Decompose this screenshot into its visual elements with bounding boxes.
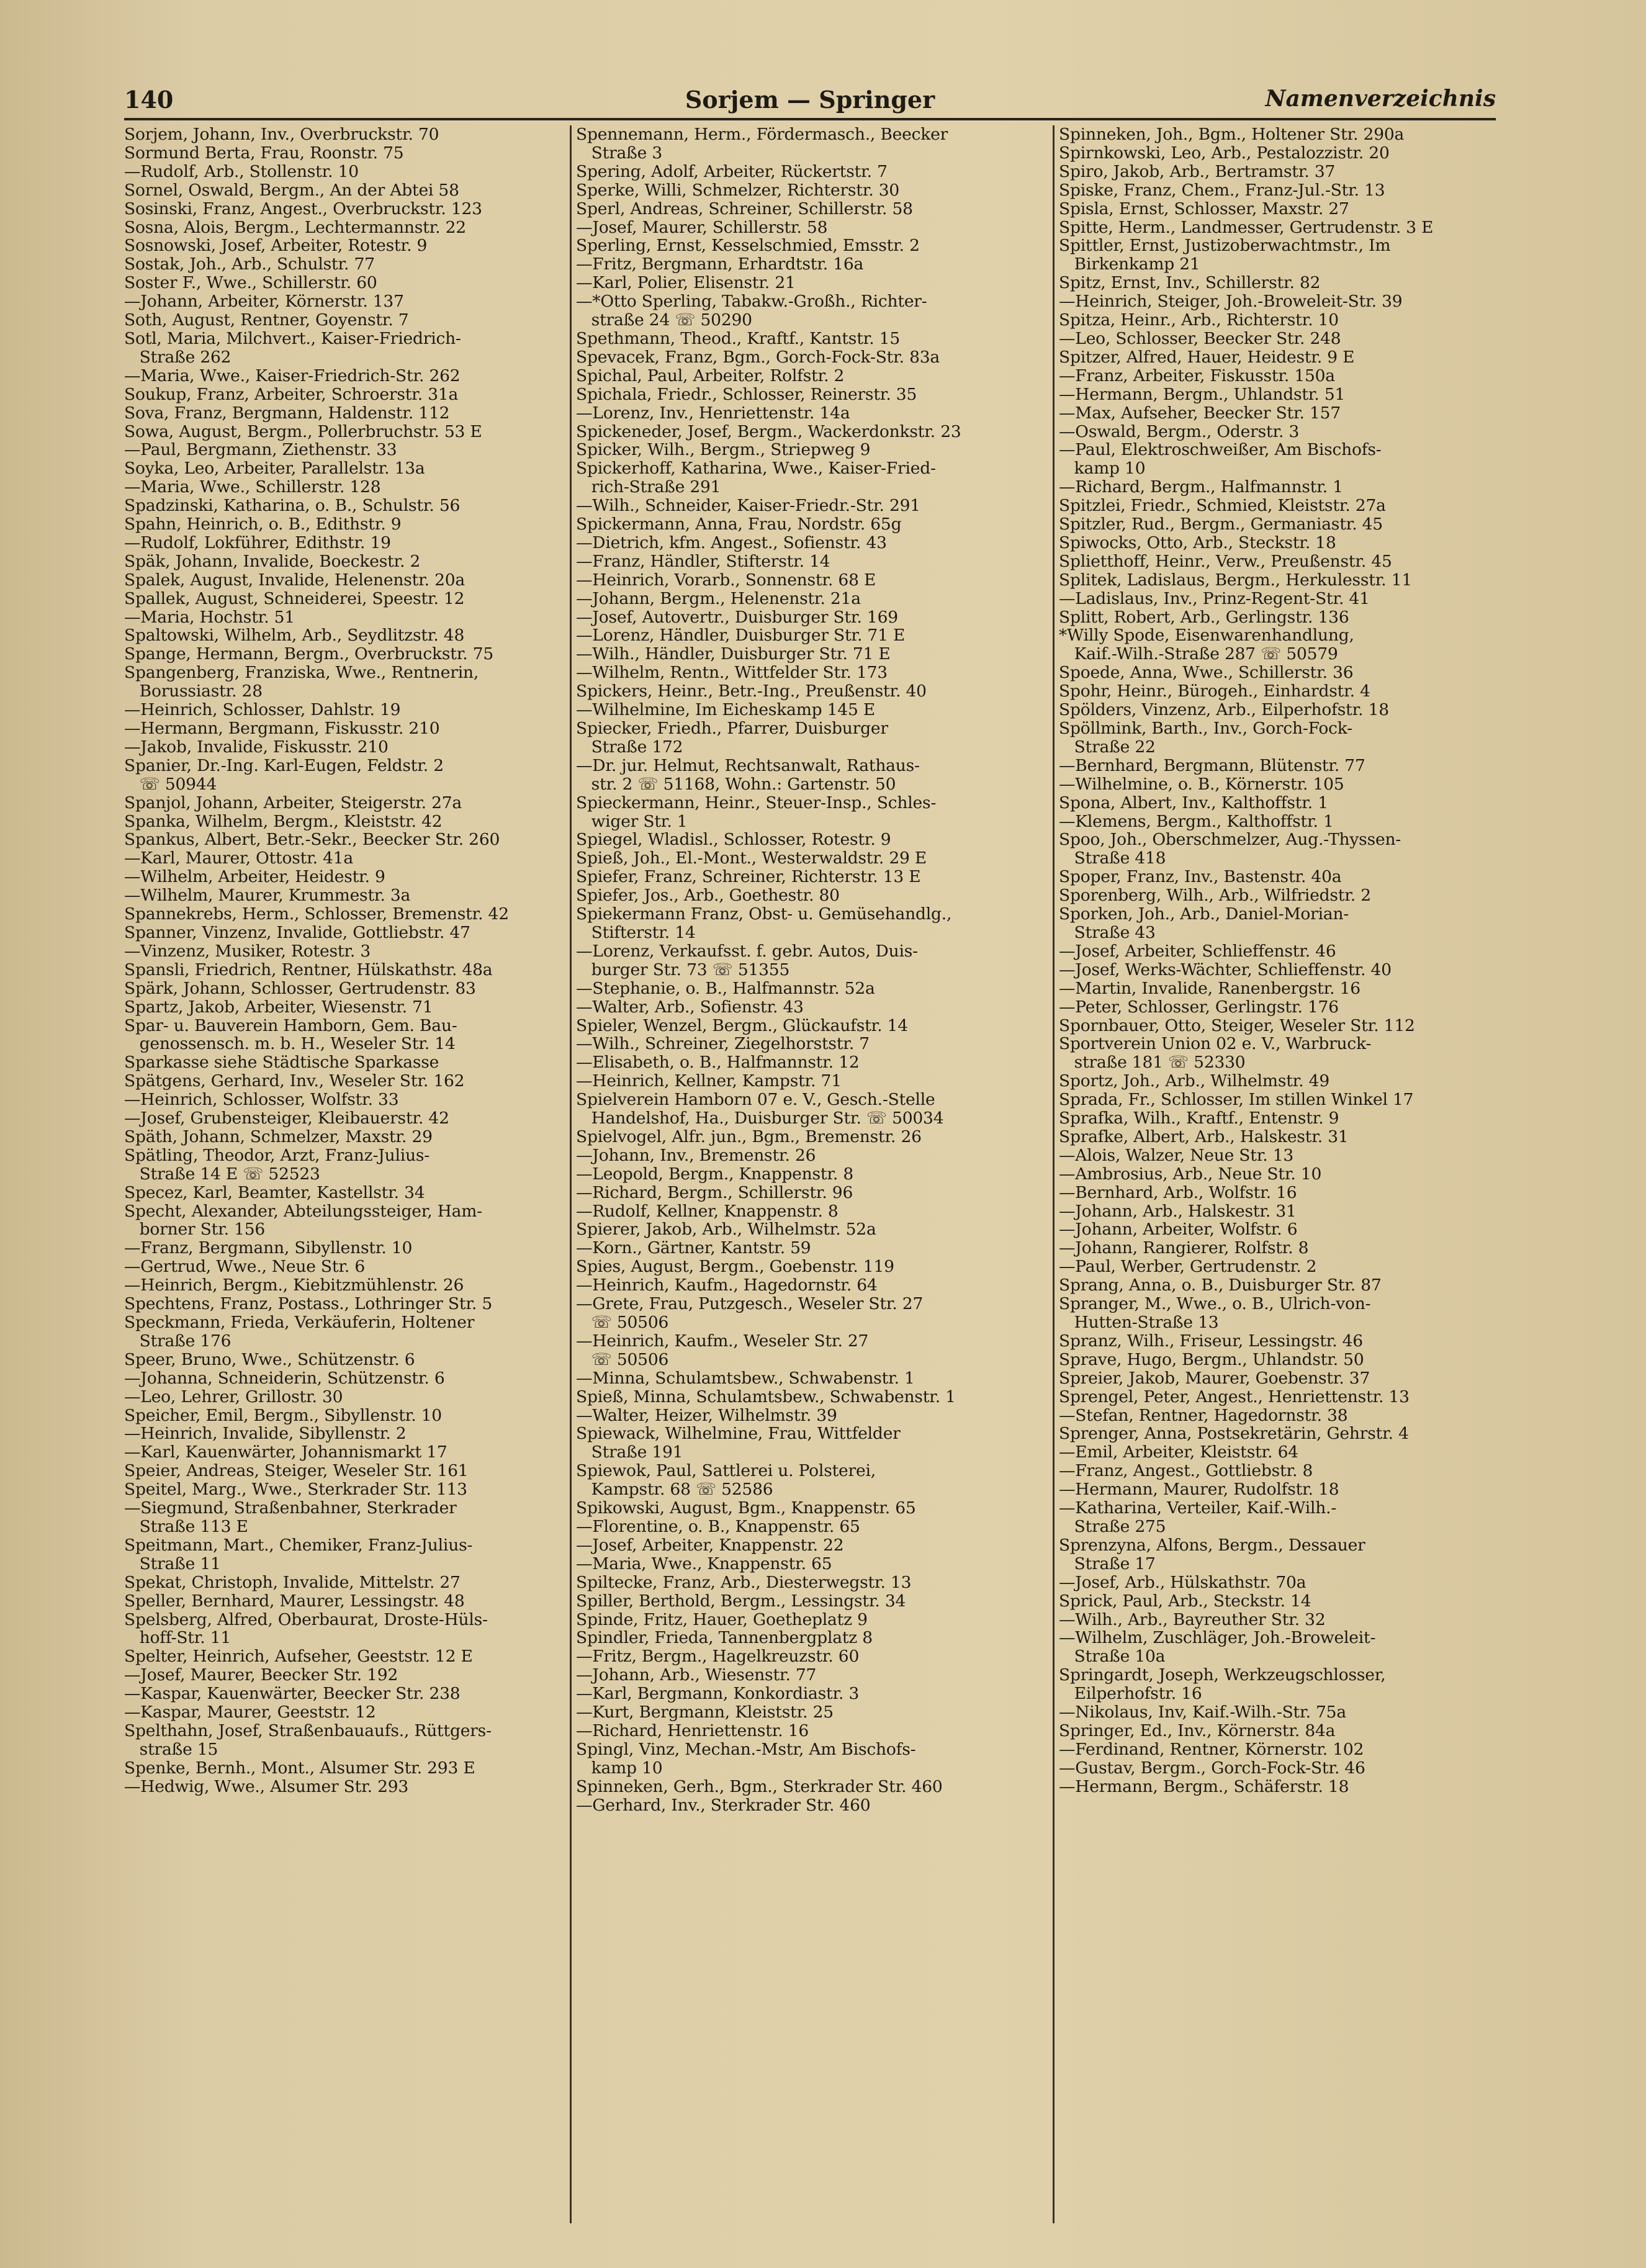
directory-line: Soth, August, Rentner, Goyenstr. 7 bbox=[124, 311, 409, 330]
directory-line: Specez, Karl, Beamter, Kastellstr. 34 bbox=[124, 1183, 425, 1202]
directory-line: Sprave, Hugo, Bergm., Uhlandstr. 50 bbox=[1059, 1350, 1364, 1369]
directory-line: —Franz, Bergmann, Sibyllenstr. 10 bbox=[124, 1239, 413, 1258]
directory-line: —Gerhard, Inv., Sterkrader Str. 460 bbox=[576, 1796, 871, 1815]
directory-line: Straße 3 bbox=[576, 143, 663, 163]
directory-line: Spelter, Heinrich, Aufseher, Geeststr. 12 E bbox=[124, 1647, 473, 1667]
directory-line: Spitte, Herm., Landmesser, Gertrudenstr. 3 E bbox=[1059, 218, 1434, 237]
directory-line: Speitmann, Mart., Chemiker, Franz-Julius- bbox=[124, 1536, 473, 1555]
column-middle bbox=[576, 125, 1048, 2248]
directory-line: Straße 172 bbox=[576, 737, 683, 757]
directory-line: —Dietrich, kfm. Angest., Sofienstr. 43 bbox=[576, 533, 887, 552]
directory-line: —Wilhelm, Arbeiter, Heidestr. 9 bbox=[124, 868, 385, 887]
directory-line: Spitzer, Alfred, Hauer, Heidestr. 9 E bbox=[1059, 348, 1355, 367]
directory-line: Stifterstr. 14 bbox=[576, 923, 696, 942]
directory-line: Spona, Albert, Inv., Kalthoffstr. 1 bbox=[1059, 793, 1328, 812]
directory-line: —Grete, Frau, Putzgesch., Weseler Str. 27 bbox=[576, 1295, 924, 1313]
directory-line: Spelthahn, Josef, Straßenbauaufs., Rüttgers- bbox=[124, 1721, 492, 1740]
directory-line: Spartz, Jakob, Arbeiter, Wiesenstr. 71 bbox=[124, 997, 433, 1017]
directory-line: Spätling, Theodor, Arzt, Franz-Julius- bbox=[124, 1146, 430, 1165]
directory-line: Sprada, Fr., Schlosser, Im stillen Winkel 17 bbox=[1059, 1091, 1414, 1110]
directory-line: straße 15 bbox=[124, 1740, 218, 1759]
directory-line: Straße 14 E ☏ 52523 bbox=[124, 1164, 320, 1184]
directory-line: Spanka, Wilhelm, Bergm., Kleiststr. 42 bbox=[124, 812, 443, 831]
directory-line: Spar- u. Bauverein Hamborn, Gem. Bau- bbox=[124, 1016, 457, 1035]
directory-line: Spielverein Hamborn 07 e. V., Gesch.-Stelle bbox=[576, 1091, 935, 1110]
directory-line: Spanner, Vinzenz, Invalide, Gottliebstr. 47 bbox=[124, 923, 470, 942]
directory-line: Spirnkowski, Leo, Arb., Pestalozzistr. 20 bbox=[1059, 143, 1390, 163]
directory-line: straße 24 ☏ 50290 bbox=[576, 311, 752, 330]
column-left bbox=[124, 125, 565, 2248]
directory-line: —Maria, Hochstr. 51 bbox=[124, 608, 295, 627]
directory-line: —Florentine, o. B., Knappenstr. 65 bbox=[576, 1517, 860, 1536]
directory-line: —Hermann, Bergmann, Fiskusstr. 210 bbox=[124, 719, 440, 738]
directory-line: Sostak, Joh., Arb., Schulstr. 77 bbox=[124, 255, 375, 274]
directory-line: Straße 43 bbox=[1059, 923, 1156, 942]
directory-line: —Richard, Bergm., Schillerstr. 96 bbox=[576, 1183, 853, 1202]
directory-line: —Josef, Autovertr., Duisburger Str. 169 bbox=[576, 608, 898, 627]
directory-line: ☏ 50506 bbox=[576, 1350, 669, 1369]
directory-line: Sowa, August, Bergm., Pollerbruchstr. 53 E bbox=[124, 422, 482, 441]
directory-line: Straße 113 E bbox=[124, 1517, 248, 1536]
directory-line: Spalek, August, Invalide, Helenenstr. 20a bbox=[124, 570, 465, 590]
directory-line: Spieckermann, Heinr., Steuer-Insp., Schles- bbox=[576, 793, 937, 812]
directory-line: Speer, Bruno, Wwe., Schützenstr. 6 bbox=[124, 1350, 415, 1369]
directory-line: —Ambrosius, Arb., Neue Str. 10 bbox=[1059, 1164, 1322, 1184]
directory-line: —Rudolf, Lokführer, Edithstr. 19 bbox=[124, 533, 391, 552]
directory-line: Spethmann, Theod., Kraftf., Kantstr. 15 bbox=[576, 329, 900, 348]
directory-line: Spranger, M., Wwe., o. B., Ulrich-von- bbox=[1059, 1295, 1371, 1313]
directory-line: Sorjem, Johann, Inv., Overbruckstr. 70 bbox=[124, 125, 439, 144]
directory-line: Spärk, Johann, Schlosser, Gertrudenstr. 83 bbox=[124, 979, 476, 998]
directory-line: Spangenberg, Franziska, Wwe., Rentnerin, bbox=[124, 664, 479, 683]
directory-line: —Johann, Inv., Bremenstr. 26 bbox=[576, 1146, 816, 1165]
directory-line: Spiegel, Wladisl., Schlosser, Rotestr. 9 bbox=[576, 830, 891, 850]
directory-line: Spiekermann Franz, Obst- u. Gemüsehandlg., bbox=[576, 905, 952, 924]
directory-line: Speicher, Emil, Bergm., Sibyllenstr. 10 bbox=[124, 1406, 442, 1425]
directory-line: Spitz, Ernst, Inv., Schillerstr. 82 bbox=[1059, 274, 1321, 293]
directory-line: Spennemann, Herm., Fördermasch., Beecker bbox=[576, 125, 948, 144]
directory-line: burger Str. 73 ☏ 51355 bbox=[576, 960, 790, 979]
directory-line: Straße 10a bbox=[1059, 1647, 1166, 1667]
directory-line: Spickermann, Anna, Frau, Nordstr. 65g bbox=[576, 515, 902, 534]
directory-line: —Jakob, Invalide, Fiskusstr. 210 bbox=[124, 737, 389, 757]
directory-line: borner Str. 156 bbox=[124, 1220, 266, 1240]
directory-line: Spickers, Heinr., Betr.-Ing., Preußenstr. 40 bbox=[576, 682, 927, 701]
directory-line: Sperling, Ernst, Kesselschmied, Emsstr. 2 bbox=[576, 236, 920, 256]
directory-line: —Kaspar, Maurer, Geeststr. 12 bbox=[124, 1703, 376, 1722]
directory-line: —Karl, Polier, Elisenstr. 21 bbox=[576, 274, 796, 293]
directory-line: Spansli, Friedrich, Rentner, Hülskathstr. 48a bbox=[124, 960, 493, 979]
directory-line: Sprenzyna, Alfons, Bergm., Dessauer bbox=[1059, 1536, 1365, 1555]
directory-line: Sprenger, Anna, Postsekretärin, Gehrstr. 4 bbox=[1059, 1424, 1409, 1444]
directory-line: kamp 10 bbox=[576, 1758, 663, 1778]
directory-line: *Willy Spode, Eisenwarenhandlung, bbox=[1059, 626, 1354, 646]
directory-line: —Heinrich, Kaufm., Hagedornstr. 64 bbox=[576, 1276, 878, 1295]
directory-line: —Kaspar, Kauenwärter, Beecker Str. 238 bbox=[124, 1685, 461, 1704]
directory-line: Hutten-Straße 13 bbox=[1059, 1313, 1219, 1332]
directory-line: ☏ 50506 bbox=[576, 1313, 669, 1332]
directory-line: Straße 176 bbox=[124, 1331, 232, 1351]
directory-line: —Richard, Henriettenstr. 16 bbox=[576, 1721, 809, 1740]
directory-line: —Heinrich, Vorarb., Sonnenstr. 68 E bbox=[576, 570, 876, 590]
directory-line: Spoede, Anna, Wwe., Schillerstr. 36 bbox=[1059, 664, 1354, 683]
directory-line: Sperl, Andreas, Schreiner, Schillerstr. 58 bbox=[576, 199, 913, 218]
directory-line: Spikowski, August, Bgm., Knappenstr. 65 bbox=[576, 1499, 916, 1518]
directory-line: Spickeneder, Josef, Bergm., Wackerdonkstr. 23 bbox=[576, 422, 961, 441]
directory-line: —Leo, Schlosser, Beecker Str. 248 bbox=[1059, 329, 1341, 348]
directory-line: —Franz, Händler, Stifterstr. 14 bbox=[576, 552, 830, 571]
directory-line: —Johann, Arb., Wiesenstr. 77 bbox=[576, 1666, 817, 1685]
directory-line: Straße 275 bbox=[1059, 1517, 1166, 1536]
directory-line: Sosnowski, Josef, Arbeiter, Rotestr. 9 bbox=[124, 236, 428, 256]
directory-line: —Hermann, Bergm., Schäferstr. 18 bbox=[1059, 1777, 1349, 1796]
directory-line: —Heinrich, Kellner, Kampstr. 71 bbox=[576, 1072, 842, 1091]
directory-line: Spenke, Bernh., Mont., Alsumer Str. 293 E bbox=[124, 1758, 475, 1778]
directory-line: Straße 17 bbox=[1059, 1554, 1156, 1573]
directory-line: Spielvogel, Alfr. jun., Bgm., Bremenstr. 26 bbox=[576, 1127, 922, 1146]
directory-line: Sprafke, Albert, Arb., Halskestr. 31 bbox=[1059, 1127, 1349, 1146]
directory-line: —Elisabeth, o. B., Halfmannstr. 12 bbox=[576, 1053, 860, 1073]
directory-line: —Oswald, Bergm., Oderstr. 3 bbox=[1059, 422, 1300, 441]
directory-line: Spies, August, Bergm., Goebenstr. 119 bbox=[576, 1258, 894, 1277]
column-divider bbox=[570, 125, 572, 2223]
directory-line: Sotl, Maria, Milchvert., Kaiser-Friedrich- bbox=[124, 329, 461, 348]
directory-line: Spechtens, Franz, Postass., Lothringer Str. 5 bbox=[124, 1295, 492, 1313]
directory-line: —Wilhelm, Maurer, Krummestr. 3a bbox=[124, 886, 411, 906]
directory-line: Handelshof, Ha., Duisburger Str. ☏ 50034 bbox=[576, 1109, 944, 1128]
directory-line: —Minna, Schulamtsbew., Schwabenstr. 1 bbox=[576, 1369, 915, 1388]
directory-line: Sosna, Alois, Bergm., Lechtermannstr. 22 bbox=[124, 218, 466, 237]
directory-line: Späk, Johann, Invalide, Boeckestr. 2 bbox=[124, 552, 421, 571]
directory-line: —Stefan, Rentner, Hagedornstr. 38 bbox=[1059, 1406, 1348, 1425]
directory-line: Specht, Alexander, Abteilungssteiger, Ham- bbox=[124, 1202, 482, 1221]
directory-line: —Josef, Maurer, Schillerstr. 58 bbox=[576, 218, 828, 237]
directory-line: Spahn, Heinrich, o. B., Edithstr. 9 bbox=[124, 515, 402, 534]
directory-line: Spohr, Heinr., Bürogeh., Einhardstr. 4 bbox=[1059, 682, 1370, 701]
directory-line: Spiecker, Friedh., Pfarrer, Duisburger bbox=[576, 719, 888, 738]
directory-line: Spering, Adolf, Arbeiter, Rückertstr. 7 bbox=[576, 162, 888, 181]
directory-line: Straße 418 bbox=[1059, 849, 1166, 868]
directory-line: —Wilh., Schneider, Kaiser-Friedr.-Str. 291 bbox=[576, 497, 920, 516]
directory-line: Spinde, Fritz, Hauer, Goetheplatz 9 bbox=[576, 1610, 868, 1629]
page-title: Sorjem — Springer bbox=[685, 86, 935, 114]
directory-line: Spankus, Albert, Betr.-Sekr., Beecker Str. 260 bbox=[124, 830, 500, 850]
directory-line: Speller, Bernhard, Maurer, Lessingstr. 48 bbox=[124, 1591, 465, 1611]
directory-line: —Maria, Wwe., Kaiser-Friedrich-Str. 262 bbox=[124, 366, 461, 385]
directory-line: —Wilhelm, Zuschläger, Joh.-Broweleit- bbox=[1059, 1629, 1376, 1648]
directory-line: —Korn., Gärtner, Kantstr. 59 bbox=[576, 1239, 811, 1258]
directory-line: —Stephanie, o. B., Halfmannstr. 52a bbox=[576, 979, 875, 998]
directory-line: —Walter, Arb., Sofienstr. 43 bbox=[576, 997, 804, 1017]
directory-line: —Alois, Walzer, Neue Str. 13 bbox=[1059, 1146, 1294, 1165]
directory-line: Straße 191 bbox=[576, 1443, 683, 1462]
directory-line: Spinneken, Joh., Bgm., Holtener Str. 290a bbox=[1059, 125, 1405, 144]
directory-line: Spanier, Dr.-Ing. Karl-Eugen, Feldstr. 2 bbox=[124, 756, 444, 775]
directory-line: —Gertrud, Wwe., Neue Str. 6 bbox=[124, 1258, 365, 1277]
directory-line: —Bernhard, Bergmann, Blütenstr. 77 bbox=[1059, 756, 1365, 775]
directory-line: Sprick, Paul, Arb., Steckstr. 14 bbox=[1059, 1591, 1311, 1611]
directory-line: —Maria, Wwe., Schillerstr. 128 bbox=[124, 478, 381, 497]
directory-line: —Heinrich, Schlosser, Wolfstr. 33 bbox=[124, 1091, 399, 1110]
directory-line: Splitek, Ladislaus, Bergm., Herkulesstr. 11 bbox=[1059, 570, 1413, 590]
directory-line: —Heinrich, Steiger, Joh.-Broweleit-Str. 39 bbox=[1059, 292, 1403, 312]
directory-line: Sporenberg, Wilh., Arb., Wilfriedstr. 2 bbox=[1059, 886, 1371, 906]
directory-line: Spingl, Vinz, Mechan.-Mstr, Am Bischofs- bbox=[576, 1740, 916, 1759]
directory-line: —Josef, Arbeiter, Schlieffenstr. 46 bbox=[1059, 942, 1336, 961]
directory-line: —Gustav, Bergm., Gorch-Fock-Str. 46 bbox=[1059, 1758, 1365, 1778]
directory-line: —Heinrich, Schlosser, Dahlstr. 19 bbox=[124, 701, 401, 719]
directory-line: —Emil, Arbeiter, Kleiststr. 64 bbox=[1059, 1443, 1298, 1462]
directory-line: Soukup, Franz, Arbeiter, Schroerstr. 31a bbox=[124, 385, 459, 404]
directory-line: —Wilh., Arb., Bayreuther Str. 32 bbox=[1059, 1610, 1326, 1629]
directory-line: Sprafka, Wilh., Kraftf., Entenstr. 9 bbox=[1059, 1109, 1339, 1128]
directory-line: —Walter, Heizer, Wilhelmstr. 39 bbox=[576, 1406, 837, 1425]
directory-line: —Rudolf, Kellner, Knappenstr. 8 bbox=[576, 1202, 839, 1221]
directory-line: —Ladislaus, Inv., Prinz-Regent-Str. 41 bbox=[1059, 589, 1370, 608]
directory-line: —Franz, Arbeiter, Fiskusstr. 150a bbox=[1059, 366, 1335, 385]
directory-line: Spevacek, Franz, Bgm., Gorch-Fock-Str. 83a bbox=[576, 348, 940, 367]
directory-line: —Siegmund, Straßenbahner, Sterkrader bbox=[124, 1499, 457, 1518]
directory-line: Spiewok, Paul, Sattlerei u. Polsterei, bbox=[576, 1462, 876, 1481]
directory-line: Spiller, Berthold, Bergm., Lessingstr. 34 bbox=[576, 1591, 906, 1611]
directory-line: Kampstr. 68 ☏ 52586 bbox=[576, 1480, 773, 1500]
directory-line: —Karl, Bergmann, Konkordiastr. 3 bbox=[576, 1685, 860, 1704]
directory-line: Sosinski, Franz, Angest., Overbruckstr. 123 bbox=[124, 199, 482, 218]
directory-line: —Paul, Werber, Gertrudenstr. 2 bbox=[1059, 1258, 1317, 1277]
directory-line: —Max, Aufseher, Beecker Str. 157 bbox=[1059, 403, 1341, 423]
directory-line: Sportz, Joh., Arb., Wilhelmstr. 49 bbox=[1059, 1072, 1330, 1091]
directory-line: —Hermann, Maurer, Rudolfstr. 18 bbox=[1059, 1480, 1339, 1500]
directory-line: Splietthoff, Heinr., Verw., Preußenstr. 45 bbox=[1059, 552, 1392, 571]
directory-line: Spadzinski, Katharina, o. B., Schulstr. 56 bbox=[124, 497, 461, 516]
directory-line: Spannekrebs, Herm., Schlosser, Bremenstr. 42 bbox=[124, 905, 509, 924]
directory-line: Spätgens, Gerhard, Inv., Weseler Str. 162 bbox=[124, 1072, 465, 1091]
directory-line: —Rudolf, Arb., Stollenstr. 10 bbox=[124, 162, 359, 181]
directory-line: —Johann, Arb., Halskestr. 31 bbox=[1059, 1202, 1297, 1221]
directory-line: —Wilhelmine, o. B., Körnerstr. 105 bbox=[1059, 775, 1344, 794]
directory-line: ☏ 50944 bbox=[124, 775, 217, 794]
directory-line: —Hermann, Bergm., Uhlandstr. 51 bbox=[1059, 385, 1346, 404]
directory-line: —Vinzenz, Musiker, Rotestr. 3 bbox=[124, 942, 371, 961]
directory-line: —Karl, Maurer, Ottostr. 41a bbox=[124, 849, 353, 868]
directory-line: Spiro, Jakob, Arb., Bertramstr. 37 bbox=[1059, 162, 1336, 181]
directory-line: Spelsberg, Alfred, Oberbaurat, Droste-Hüls- bbox=[124, 1610, 488, 1629]
section-title: Namenverzeichnis bbox=[1265, 86, 1496, 112]
directory-line: Spranz, Wilh., Friseur, Lessingstr. 46 bbox=[1059, 1331, 1363, 1351]
directory-line: —Josef, Arb., Hülskathstr. 70a bbox=[1059, 1573, 1306, 1592]
directory-line: Spanjol, Johann, Arbeiter, Steigerstr. 27a bbox=[124, 793, 462, 812]
directory-line: kamp 10 bbox=[1059, 459, 1146, 479]
directory-line: Spierer, Jakob, Arb., Wilhelmstr. 52a bbox=[576, 1220, 876, 1240]
directory-line: Spitzler, Rud., Bergm., Germaniastr. 45 bbox=[1059, 515, 1383, 534]
directory-line: Springardt, Joseph, Werkzeugschlosser, bbox=[1059, 1666, 1386, 1685]
directory-line: —Johann, Arbeiter, Wolfstr. 6 bbox=[1059, 1220, 1298, 1240]
directory-line: Spichal, Paul, Arbeiter, Rolfstr. 2 bbox=[576, 366, 845, 385]
directory-line: —Bernhard, Arb., Wolfstr. 16 bbox=[1059, 1183, 1297, 1202]
directory-line: Spiwocks, Otto, Arb., Steckstr. 18 bbox=[1059, 533, 1336, 552]
directory-line: Straße 262 bbox=[124, 348, 232, 367]
directory-line: Speitel, Marg., Wwe., Sterkrader Str. 113 bbox=[124, 1480, 467, 1500]
directory-line: Spiewack, Wilhelmine, Frau, Wittfelder bbox=[576, 1424, 901, 1444]
directory-line: Spitzlei, Friedr., Schmied, Kleiststr. 27a bbox=[1059, 497, 1386, 516]
directory-line: Spölders, Vinzenz, Arb., Eilperhofstr. 18 bbox=[1059, 701, 1389, 719]
directory-line: Speier, Andreas, Steiger, Weseler Str. 161 bbox=[124, 1462, 469, 1481]
directory-line: Spiske, Franz, Chem., Franz-Jul.-Str. 13 bbox=[1059, 181, 1385, 200]
directory-line: Birkenkamp 21 bbox=[1059, 255, 1200, 274]
directory-line: —Lorenz, Verkaufsst. f. gebr. Autos, Duis- bbox=[576, 942, 918, 961]
directory-line: —Johann, Bergm., Helenenstr. 21a bbox=[576, 589, 861, 608]
directory-line: —Richard, Bergm., Halfmannstr. 1 bbox=[1059, 478, 1343, 497]
directory-line: Spieler, Wenzel, Bergm., Glückaufstr. 14 bbox=[576, 1016, 908, 1035]
directory-line: Spickerhoff, Katharina, Wwe., Kaiser-Fried- bbox=[576, 459, 936, 479]
directory-line: —Johanna, Schneiderin, Schützenstr. 6 bbox=[124, 1369, 445, 1388]
directory-line: str. 2 ☏ 51168, Wohn.: Gartenstr. 50 bbox=[576, 775, 896, 794]
directory-line: —Wilh., Schreiner, Ziegelhorststr. 7 bbox=[576, 1035, 870, 1054]
directory-line: Spoo, Joh., Oberschmelzer, Aug.-Thyssen- bbox=[1059, 830, 1401, 850]
directory-line: Speckmann, Frieda, Verkäuferin, Holtener bbox=[124, 1313, 475, 1332]
directory-line: —Fritz, Bergmann, Erhardtstr. 16a bbox=[576, 255, 864, 274]
directory-line: —Martin, Invalide, Ranenbergstr. 16 bbox=[1059, 979, 1360, 998]
directory-line: —Hedwig, Wwe., Alsumer Str. 293 bbox=[124, 1777, 409, 1796]
directory-line: —Heinrich, Kaufm., Weseler Str. 27 bbox=[576, 1331, 869, 1351]
directory-line: —Paul, Elektroschweißer, Am Bischofs- bbox=[1059, 441, 1382, 460]
directory-line: —Katharina, Verteiler, Kaif.-Wilh.- bbox=[1059, 1499, 1337, 1518]
directory-line: —Leopold, Bergm., Knappenstr. 8 bbox=[576, 1164, 853, 1184]
directory-line: Sormund Berta, Frau, Roonstr. 75 bbox=[124, 143, 404, 163]
directory-line: —Peter, Schlosser, Gerlingstr. 176 bbox=[1059, 997, 1339, 1017]
directory-line: Spindler, Frieda, Tannenbergplatz 8 bbox=[576, 1629, 873, 1648]
directory-line: genossensch. m. b. H., Weseler Str. 14 bbox=[124, 1035, 456, 1054]
directory-line: —Heinrich, Invalide, Sibyllenstr. 2 bbox=[124, 1424, 407, 1444]
directory-line: Spaltowski, Wilhelm, Arb., Seydlitzstr. 48 bbox=[124, 626, 465, 646]
directory-line: Späth, Johann, Schmelzer, Maxstr. 29 bbox=[124, 1127, 433, 1146]
directory-line: —Wilh., Händler, Duisburger Str. 71 E bbox=[576, 645, 891, 664]
directory-line: Spoper, Franz, Inv., Bastenstr. 40a bbox=[1059, 868, 1342, 887]
directory-line: Sportverein Union 02 e. V., Warbruck- bbox=[1059, 1035, 1372, 1054]
directory-line: Straße 22 bbox=[1059, 737, 1156, 757]
directory-line: —Maria, Wwe., Knappenstr. 65 bbox=[576, 1554, 832, 1573]
directory-line: —Wilhelm, Rentn., Wittfelder Str. 173 bbox=[576, 664, 888, 683]
directory-line: Spekat, Christoph, Invalide, Mittelstr. 27 bbox=[124, 1573, 461, 1592]
directory-line: —Dr. jur. Helmut, Rechtsanwalt, Rathaus- bbox=[576, 756, 920, 775]
directory-line: Sparkasse siehe Städtische Sparkasse bbox=[124, 1053, 439, 1073]
directory-line: Splitt, Robert, Arb., Gerlingstr. 136 bbox=[1059, 608, 1349, 627]
column-divider bbox=[1053, 125, 1055, 2223]
directory-line: —Ferdinand, Rentner, Körnerstr. 102 bbox=[1059, 1740, 1364, 1759]
directory-line: Spöllmink, Barth., Inv., Gorch-Fock- bbox=[1059, 719, 1352, 738]
directory-line: straße 181 ☏ 52330 bbox=[1059, 1053, 1246, 1073]
directory-line: —Klemens, Bergm., Kalthoffstr. 1 bbox=[1059, 812, 1334, 831]
directory-line: Spisla, Ernst, Schlosser, Maxstr. 27 bbox=[1059, 199, 1349, 218]
directory-line: Sporken, Joh., Arb., Daniel-Morian- bbox=[1059, 905, 1349, 924]
directory-line: Sprang, Anna, o. B., Duisburger Str. 87 bbox=[1059, 1276, 1382, 1295]
directory-line: Spallek, August, Schneiderei, Speestr. 12 bbox=[124, 589, 465, 608]
directory-line: Eilperhofstr. 16 bbox=[1059, 1685, 1202, 1704]
directory-line: hoff-Str. 11 bbox=[124, 1629, 232, 1648]
directory-line: —Franz, Angest., Gottliebstr. 8 bbox=[1059, 1462, 1313, 1481]
directory-line: —Wilhelmine, Im Eicheskamp 145 E bbox=[576, 701, 875, 719]
directory-line: Sprengel, Peter, Angest., Henriettenstr. 13 bbox=[1059, 1387, 1410, 1406]
directory-line: Sova, Franz, Bergmann, Haldenstr. 112 bbox=[124, 403, 450, 423]
directory-line: —Johann, Rangierer, Rolfstr. 8 bbox=[1059, 1239, 1309, 1258]
directory-line: —Fritz, Bergm., Hagelkreuzstr. 60 bbox=[576, 1647, 860, 1667]
directory-line: Sornel, Oswald, Bergm., An der Abtei 58 bbox=[124, 181, 459, 200]
page-number: 140 bbox=[124, 86, 174, 114]
directory-line: —Lorenz, Inv., Henriettenstr. 14a bbox=[576, 403, 850, 423]
page-header bbox=[124, 86, 1496, 120]
directory-line: —*Otto Sperling, Tabakw.-Großh., Richter- bbox=[576, 292, 927, 312]
directory-line: Straße 11 bbox=[124, 1554, 221, 1573]
directory-line: Spittler, Ernst, Justizoberwachtmstr., Im bbox=[1059, 236, 1391, 256]
directory-line: —Josef, Maurer, Beecker Str. 192 bbox=[124, 1666, 398, 1685]
directory-line: Sperke, Willi, Schmelzer, Richterstr. 30 bbox=[576, 181, 900, 200]
directory-line: Spiefer, Jos., Arb., Goethestr. 80 bbox=[576, 886, 840, 906]
directory-line: Spieß, Minna, Schulamtsbew., Schwabenstr. 1 bbox=[576, 1387, 956, 1406]
directory-line: —Paul, Bergmann, Ziethenstr. 33 bbox=[124, 441, 397, 460]
directory-line: Spiltecke, Franz, Arb., Diesterwegstr. 13 bbox=[576, 1573, 912, 1592]
directory-line: Spange, Hermann, Bergm., Overbruckstr. 75 bbox=[124, 645, 494, 664]
directory-line: —Josef, Arbeiter, Knappenstr. 22 bbox=[576, 1536, 844, 1555]
directory-line: Springer, Ed., Inv., Körnerstr. 84a bbox=[1059, 1721, 1336, 1740]
directory-line: —Josef, Grubensteiger, Kleibauerstr. 42 bbox=[124, 1109, 449, 1128]
directory-line: —Heinrich, Bergm., Kiebitzmühlenstr. 26 bbox=[124, 1276, 464, 1295]
directory-line: Kaif.-Wilh.-Straße 287 ☏ 50579 bbox=[1059, 645, 1338, 664]
directory-line: rich-Straße 291 bbox=[576, 478, 721, 497]
directory-line: —Nikolaus, Inv, Kaif.-Wilh.-Str. 75a bbox=[1059, 1703, 1346, 1722]
column-right bbox=[1059, 125, 1506, 2248]
directory-line: Spichala, Friedr., Schlosser, Reinerstr. 35 bbox=[576, 385, 917, 404]
directory-line: Spornbauer, Otto, Steiger, Weseler Str. 112 bbox=[1059, 1016, 1415, 1035]
directory-line: —Karl, Kauenwärter, Johannismarkt 17 bbox=[124, 1443, 447, 1462]
directory-line: Spicker, Wilh., Bergm., Striepweg 9 bbox=[576, 441, 871, 460]
directory-line: —Johann, Arbeiter, Körnerstr. 137 bbox=[124, 292, 404, 312]
directory-line: Spitza, Heinr., Arb., Richterstr. 10 bbox=[1059, 311, 1339, 330]
directory-line: Borussiastr. 28 bbox=[124, 682, 263, 701]
directory-line: Spiefer, Franz, Schreiner, Richterstr. 13 E bbox=[576, 868, 921, 887]
directory-line: Spieß, Joh., El.-Mont., Westerwaldstr. 29 E bbox=[576, 849, 927, 868]
directory-line: Spreier, Jakob, Maurer, Goebenstr. 37 bbox=[1059, 1369, 1370, 1388]
directory-line: Soyka, Leo, Arbeiter, Parallelstr. 13a bbox=[124, 459, 425, 479]
directory-line: Spinneken, Gerh., Bgm., Sterkrader Str. 460 bbox=[576, 1777, 943, 1796]
directory-line: —Leo, Lehrer, Grillostr. 30 bbox=[124, 1387, 343, 1406]
directory-line: Soster F., Wwe., Schillerstr. 60 bbox=[124, 274, 377, 293]
directory-line: —Josef, Werks-Wächter, Schlieffenstr. 40 bbox=[1059, 960, 1392, 979]
directory-line: —Kurt, Bergmann, Kleiststr. 25 bbox=[576, 1703, 834, 1722]
directory-line: wiger Str. 1 bbox=[576, 812, 688, 831]
directory-line: —Lorenz, Händler, Duisburger Str. 71 E bbox=[576, 626, 906, 646]
